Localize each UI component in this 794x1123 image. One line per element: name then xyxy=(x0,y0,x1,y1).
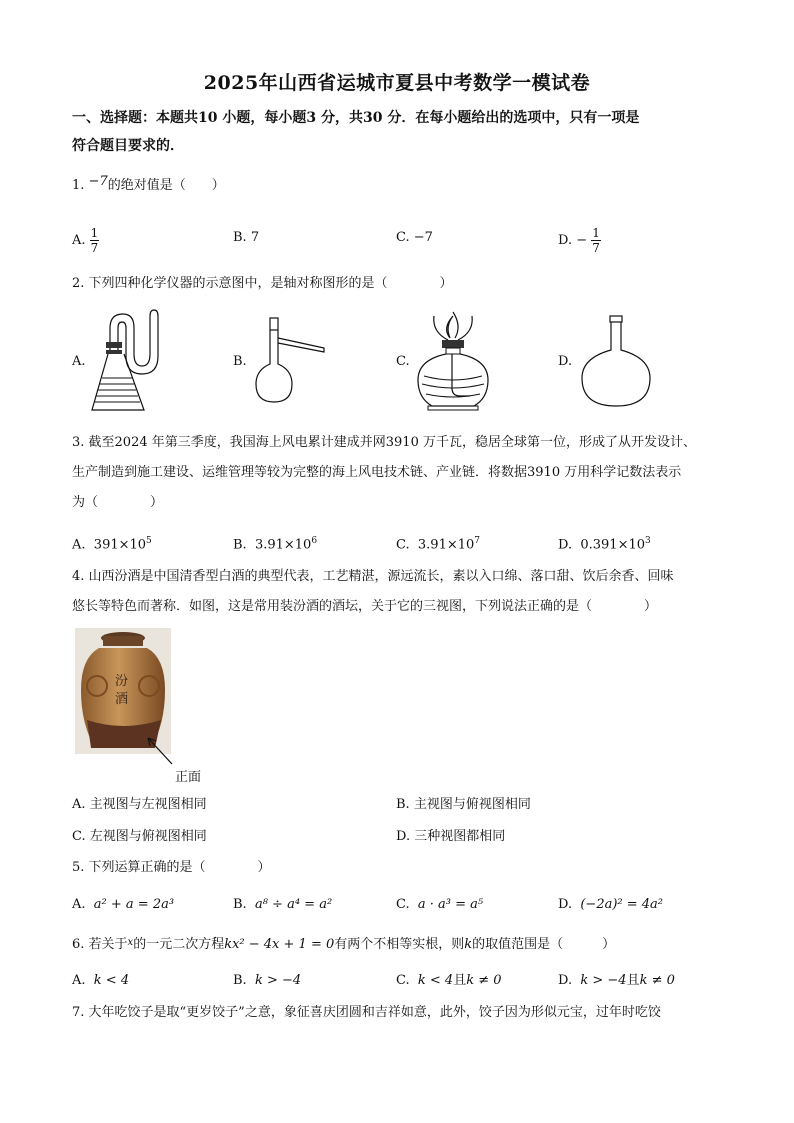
q6-text-post: 有两个不相等实根，则 xyxy=(334,937,465,952)
option-label: B. xyxy=(233,537,247,553)
q3-option-b[interactable] xyxy=(233,531,317,555)
question-number: 1. xyxy=(72,178,85,193)
front-arrow-icon xyxy=(140,736,180,766)
option-label: C. xyxy=(396,973,410,988)
q5-option-a[interactable] xyxy=(72,895,174,915)
q3-option-a[interactable] xyxy=(72,531,152,555)
alcohol-lamp-figure xyxy=(412,306,494,414)
q6-option-c[interactable] xyxy=(396,971,502,991)
q6-option-d[interactable] xyxy=(558,971,675,991)
q1-option-b[interactable]: B. 7 xyxy=(233,230,260,245)
q2-option-b-label[interactable]: B. xyxy=(233,354,247,369)
q1-option-a[interactable] xyxy=(72,226,99,255)
q2-option-a-label[interactable]: A. xyxy=(72,354,86,369)
numerator: 1 xyxy=(90,226,99,240)
exponent: 5 xyxy=(146,536,152,546)
q6-text-mid: 的一元二次方程 xyxy=(133,937,225,952)
option-expression: (−2a)² = 4a² xyxy=(580,897,664,912)
option-label: A. xyxy=(72,537,86,553)
q1-expression: −7 xyxy=(88,174,108,189)
numerator: 1 xyxy=(592,226,600,240)
option-expression: k > −4 xyxy=(254,973,302,988)
question-3-line3: 为（ ） xyxy=(72,495,164,510)
option-expression: k ≠ 0 xyxy=(466,973,502,988)
q4-option-c[interactable]: C. 左视图与俯视图相同 xyxy=(72,829,207,844)
option-expression: k > −4 xyxy=(580,973,627,988)
option-label: A. xyxy=(72,897,86,912)
q4-option-b[interactable]: B. 主视图与俯视图相同 xyxy=(396,797,531,812)
q4-option-a[interactable]: A. 主视图与左视图相同 xyxy=(72,797,207,812)
option-value: 3.91×10 xyxy=(417,537,475,553)
q5-option-b[interactable] xyxy=(233,895,332,915)
q5-option-d[interactable] xyxy=(558,895,663,915)
fraction xyxy=(591,226,601,255)
q1-option-d[interactable] xyxy=(558,226,601,255)
question-1 xyxy=(72,176,732,196)
option-value: 3.91×10 xyxy=(254,537,312,553)
option-value: 0.391×10 xyxy=(580,537,646,553)
q1-option-c[interactable]: C. −7 xyxy=(396,230,433,245)
q6-text-end: 的取值范围是（ ） xyxy=(472,937,616,952)
section-heading-line2: 符合题目要求的． xyxy=(72,138,184,154)
exponent: 6 xyxy=(311,536,318,546)
option-label: C. xyxy=(396,897,410,912)
question-2: 2. 下列四种化学仪器的示意图中，是轴对称图形的是（ ） xyxy=(72,276,453,291)
option-label: B. xyxy=(233,897,247,912)
q2-option-c-label[interactable]: C. xyxy=(396,354,410,369)
section-heading xyxy=(72,104,724,160)
option-label: A. xyxy=(72,973,86,988)
option-label: B. xyxy=(233,973,247,988)
option-expression: k < 4 xyxy=(93,973,130,988)
q2-option-d-label[interactable]: D. xyxy=(558,354,573,369)
fraction xyxy=(90,226,100,255)
option-label: A. xyxy=(72,233,86,248)
question-7-line1: 7. 大年吃饺子是取“更岁饺子”之意，象征喜庆团圆和吉祥如意，此外，饺子因为形似元宝，过年时吃饺 xyxy=(72,1005,661,1020)
jar-label-jiu: 酒 xyxy=(115,692,129,707)
q5-option-c[interactable] xyxy=(396,895,483,915)
option-label: D. xyxy=(558,537,573,553)
q6-text-pre: 6. 若关于 xyxy=(72,937,128,952)
question-6 xyxy=(72,935,732,956)
question-3-line1: 3. 截至2024 年第三季度，我国海上风电累计建成并网3910 万千瓦，稳居全球第一位，形成了从开发设计、 xyxy=(72,435,696,450)
round-bottom-flask-figure xyxy=(576,314,660,408)
q4-option-d[interactable]: D. 三种视图都相同 xyxy=(396,829,506,844)
option-expression: a² + a = 2a³ xyxy=(93,897,175,912)
q1-text: 的绝对值是（ ） xyxy=(107,178,225,193)
question-4-line2: 悠长等特色而著称．如图，这是常用装汾酒的酒坛，关于它的三视图，下列说法正确的是（ ） xyxy=(72,599,658,614)
option-conjunction: 且 xyxy=(626,973,640,988)
front-view-label: 正面 xyxy=(175,770,202,785)
exponent: 7 xyxy=(474,536,481,546)
option-label: C. xyxy=(396,537,410,553)
q6-equation: kx² − 4x + 1 = 0 xyxy=(224,937,335,952)
option-label: D. − xyxy=(558,233,588,248)
option-expression: k ≠ 0 xyxy=(639,973,675,988)
option-label: D. xyxy=(558,897,573,912)
question-5: 5. 下列运算正确的是（ ） xyxy=(72,860,271,875)
option-value: 391×10 xyxy=(93,537,147,553)
denominator: 7 xyxy=(90,241,99,255)
option-expression: a⁸ ÷ a⁴ = a² xyxy=(254,897,333,912)
option-expression: k < 4 xyxy=(417,973,454,988)
question-4-line1: 4. 山西汾酒是中国清香型白酒的典型代表，工艺精湛，源远流长，素以入口绵、落口甜、饮后余香、回味 xyxy=(72,569,674,584)
q6-variable-k: k xyxy=(464,937,473,952)
q3-option-c[interactable] xyxy=(396,531,480,555)
q6-option-b[interactable] xyxy=(233,971,301,991)
option-expression: a · a³ = a⁵ xyxy=(417,897,484,912)
conical-flask-with-tube-figure xyxy=(88,306,163,416)
jar-label-fen: 汾 xyxy=(115,674,129,689)
section-heading-line1: 一、选择题：本题共10 小题，每小题3 分，共30 分．在每小题给出的选项中，只有一项是 xyxy=(72,110,640,126)
option-conjunction: 且 xyxy=(453,973,467,988)
option-label: D. xyxy=(558,973,573,988)
q6-variable-x: x xyxy=(127,937,134,948)
exponent: 3 xyxy=(645,536,651,546)
question-3-line2: 生产制造到施工建设、运维管理等较为完整的海上风电技术链、产业链．将数据3910 万用科学记数法表示 xyxy=(72,465,682,480)
distilling-flask-figure xyxy=(252,316,330,404)
denominator: 7 xyxy=(592,241,600,255)
q6-option-a[interactable] xyxy=(72,971,129,991)
q3-option-d[interactable] xyxy=(558,531,651,555)
page-title: 2025年山西省运城市夏县中考数学一模试卷 xyxy=(203,72,591,94)
